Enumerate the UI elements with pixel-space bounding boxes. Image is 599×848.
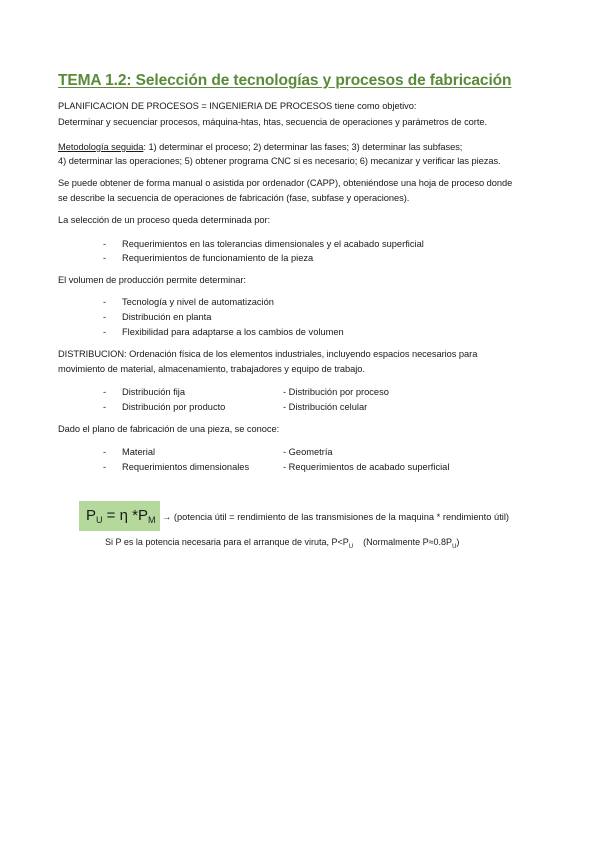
distribucion-line2: movimiento de material, almacenamiento, trabajadores y equipo de trabajo. (58, 364, 365, 374)
page-title: TEMA 1.2: Selección de tecnologías y procesos de fabricación (58, 72, 512, 89)
metodologia-line2: 4) determinar las operaciones; 5) obtener programa CNC si es necesario; 6) mecanizar y verificar las piezas. (58, 156, 501, 166)
metodologia-line1 (58, 141, 462, 153)
capp-line2: se describe la secuencia de operaciones de fabricación (fase, subfase y operaciones). (58, 193, 410, 203)
capp-line1: Se puede obtener de forma manual o asistida por ordenador (CAPP), obteniéndose una hoja de proceso donde (58, 178, 513, 188)
distribucion-line1: DISTRIBUCION: Ordenación física de los elementos industriales, incluyendo espacios necesarios para (58, 349, 478, 359)
formula-note: → (potencia útil = rendimiento de las transmisiones de la maquina * rendimiento útil) (162, 512, 510, 522)
plano-intro: Dado el plano de fabricación de una pieza, se conoce: (58, 424, 280, 434)
planificacion-desc: Determinar y secuenciar procesos, máquina-htas, htas, secuencia de operaciones y parámetros de corte. (58, 117, 488, 127)
power-note: Si P es la potencia necesaria para el arranque de viruta, $P<P_U$ (Normalmente $P\approx 0.8P_U$) (105, 537, 460, 550)
planificacion-line: PLANIFICACION DE PROCESOS = INGENIERIA DE PROCESOS tiene como objetivo: (58, 101, 417, 111)
metodologia-steps-1: : 1) determinar el proceso; 2) determinar las fases; 3) determinar las subfases; (143, 142, 463, 152)
metodologia-label: Metodología seguida (58, 142, 144, 152)
volumen-intro: El volumen de producción permite determinar: (58, 275, 246, 285)
seleccion-intro: La selección de un proceso queda determinada por: (58, 215, 271, 225)
power-formula: $P_U = \eta$ $*P_M$ (86, 507, 156, 525)
document-page: TEMA 1.2: Selección de tecnologías y procesos de fabricación PLANIFICACION DE PROCESOS = INGENIERIA DE PROCESOS tiene como objetivo: Determinar y secuenciar procesos, máquina-htas, htas, secuencia de operaciones y parámetros de corte. Metodología seguida: 1) determinar el proceso; 2) determinar las fases; 3) determinar las subfases; 4) determinar las operaciones; 5) obtener programa CNC si es necesario; 6) mecanizar y verificar las piezas. Se puede obtener de forma manual o asistida por ordenador (CAPP), obteniéndose una hoja de proceso donde se describe la secuencia de operaciones de fabricación (fase, subfase y operaciones). La selección de un proceso queda determinada por: - Requerimientos en las tolerancias dimensionales y el acabado superficial - Requerimientos de funcionamiento de la pieza El volumen de producción permite determinar: - Tecnología y nivel de automatización - Distribución en planta - Flexibilidad para adaptarse a los cambios de volumen DISTRIBUCION: Ordenación física de los elementos industriales, incluyendo espacios necesarios para movimiento de material, almacenamiento, trabajadores y equipo de trabajo. - Distribución fija - Distribución por proceso - Distribución por producto - Distribución celular Dado el plano de fabricación de una pieza, se conoce: - Material - Geometría - Requerimientos dimensionales - Requerimientos de acabado superficial $P_U = \eta$ $*P_M$ → (potencia útil = rendimiento de las transmisiones de la maquina * rendimiento útil) Si P es la potencia necesaria para el arranque de viruta, $P<P_U$ (Normalmente $P\approx 0.8P_U$) (0, 0, 599, 848)
